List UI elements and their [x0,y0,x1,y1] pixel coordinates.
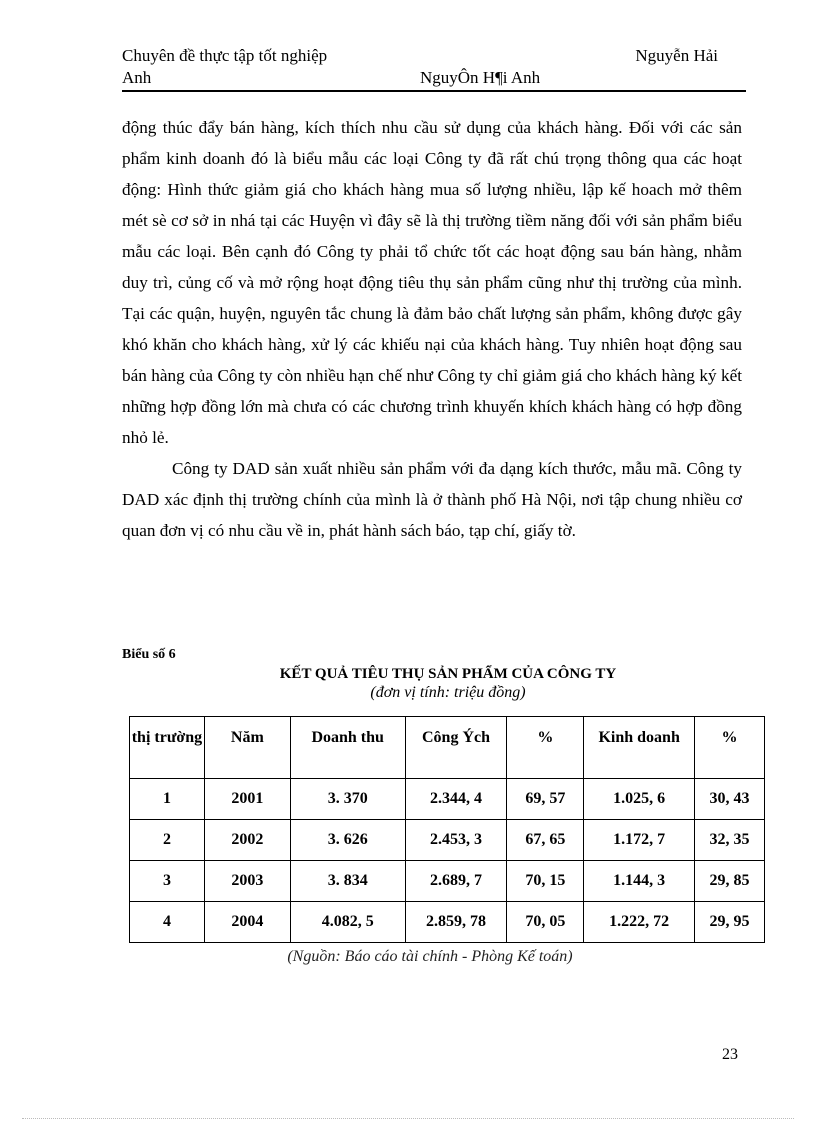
cell-public-utility: 2.859, 78 [405,902,507,943]
cell-business: 1.172, 7 [584,820,695,861]
header-report-title: Chuyên đề thực tập tốt nghiệp [122,46,328,65]
header-divider [122,90,746,92]
cell-year: 2001 [204,779,290,820]
cell-year: 2002 [204,820,290,861]
table-header-row [130,717,765,779]
results-table [129,716,765,943]
cell-business: 1.222, 72 [584,902,695,943]
cell-market: 4 [130,902,205,943]
cell-year: 2004 [204,902,290,943]
cell-year: 2003 [204,861,290,902]
cell-market: 3 [130,861,205,902]
cell-percent-business: 29, 95 [695,902,765,943]
cell-public-utility: 2.689, 7 [405,861,507,902]
cell-market: 2 [130,820,205,861]
table-source: (Nguồn: Báo cáo tài chính - Phòng Kế toán) [287,948,573,965]
header-author-garbled: NguyÔn H¶i Anh [420,68,541,87]
cell-revenue: 3. 370 [290,779,405,820]
cell-percent-utility: 70, 15 [507,861,584,902]
header-business: Kinh doanh [584,717,695,779]
cell-public-utility: 2.453, 3 [405,820,507,861]
cell-percent-business: 32, 35 [695,820,765,861]
cell-percent-business: 29, 85 [695,861,765,902]
cell-revenue: 4.082, 5 [290,902,405,943]
header-percent-business: % [695,717,765,779]
header-percent-utility: % [507,717,584,779]
header-public-utility: Công Ých [405,717,507,779]
paragraph-2: Công ty DAD sản xuất nhiều sản phẩm với đa dạng kích thước, mẫu mã. Công ty DAD xác định thị trường chính của mình là ở thành phố Hà Nội, nơi tập chung nhiều cơ quan đơn vị có nhu cầu về in, phát hành sách báo, tạp chí, giấy tờ. [122,459,742,540]
table-row [130,820,765,861]
page-header [122,44,746,92]
table-row [130,861,765,902]
cell-public-utility: 2.344, 4 [405,779,507,820]
cell-percent-utility: 69, 57 [507,779,584,820]
cell-market: 1 [130,779,205,820]
header-year: Năm [204,717,290,779]
cell-percent-utility: 70, 05 [507,902,584,943]
table-unit: (đơn vị tính: triệu đồng) [370,684,526,701]
paragraph-1: động thúc đẩy bán hàng, kích thích nhu cầu sử dụng của khách hàng. Đối với các sản phẩm kinh doanh đó là biểu mẫu các loại Công ty đã rất chú trọng thông qua các hoạt động: Hình thức giảm giá cho khách hàng mua số lượng nhiều, lập kế hoach mở thêm mét sè cơ sở in nhá tại các Huyện vì đây sẽ là thị trường tiềm năng đối với sản phẩm biểu mẫu các loại. Bên cạnh đó Công ty phải tổ chức tốt các hoạt động sau bán hàng, nhằm duy trì, củng cố và mở rộng hoạt động tiêu thụ sản phẩm cũng như thị trường của mình. Tại các quận, huyện, nguyên tắc chung là đảm bảo chất lượng sản phẩm, không được gây khó khăn cho khách hàng, xử lý các khiếu nại của khách hàng. Tuy nhiên hoạt động sau bán hàng của Công ty còn nhiều hạn chế như Công ty chỉ giảm giá cho khách hàng ký kết những hợp đồng lớn mà chưa có các chương trình khuyến khích khách hàng có hợp đồng nhỏ lẻ. [122,118,742,447]
header-market: thị trường [130,717,205,779]
cell-business: 1.144, 3 [584,861,695,902]
cell-percent-business: 30, 43 [695,779,765,820]
cell-revenue: 3. 626 [290,820,405,861]
header-revenue: Doanh thu [290,717,405,779]
page-bottom-border [22,1118,794,1119]
table-row [130,779,765,820]
page-number: 23 [722,1046,738,1063]
cell-business: 1.025, 6 [584,779,695,820]
cell-revenue: 3. 834 [290,861,405,902]
table-row [130,902,765,943]
table-label: Biểu số 6 [122,647,176,662]
table-title: KẾT QUẢ TIÊU THỤ SẢN PHẨM CỦA CÔNG TY [279,666,617,682]
cell-percent-utility: 67, 65 [507,820,584,861]
header-author-surname: Anh [122,68,152,87]
body-text [122,112,742,546]
header-author-name: Nguyễn Hải [635,46,718,65]
